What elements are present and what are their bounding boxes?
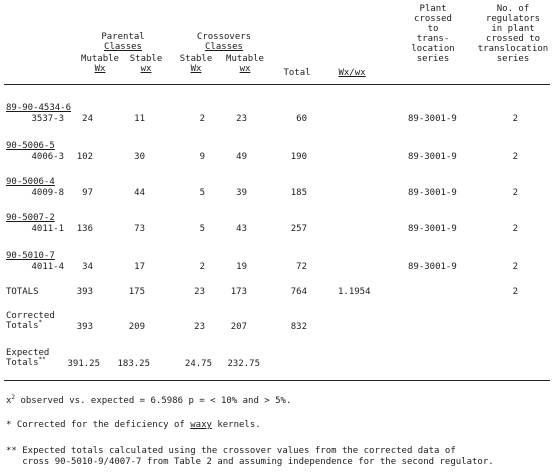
expected-label: Expected <box>6 348 50 358</box>
parental-mutable-value: 393 <box>76 322 93 332</box>
crossover-stable-value: 5 <box>199 224 205 234</box>
stable-label: Stable <box>129 54 163 64</box>
chi-symbol: x <box>6 396 12 406</box>
double-asterisk-footnote-line1: ** Expected totals calculated using the crossover values from the corrected data of <box>6 446 456 456</box>
plant-crossed-value: 89-3001-9 <box>408 224 457 234</box>
plant-crossed-line: to <box>427 24 439 34</box>
regulators-value: 2 <box>512 262 518 272</box>
plant-crossed-line: location <box>411 44 455 54</box>
expected-label-totals <box>6 358 46 368</box>
plant-crossed-value: 89-3001-9 <box>408 188 457 198</box>
chi-exponent: 2 <box>11 394 16 401</box>
crossover-mutable-value: 43 <box>236 224 247 234</box>
regulators-value: 2 <box>512 224 518 234</box>
corrected-label: Corrected <box>6 311 55 321</box>
crossover-stable-value: 24.75 <box>184 359 212 369</box>
regulators-value: 2 <box>512 287 518 297</box>
mutable-label: Mutable <box>226 54 264 64</box>
wx-label: Wx <box>190 64 202 74</box>
plant-crossed-line: Plant <box>419 4 447 14</box>
parental-mutable-value: 34 <box>82 262 93 272</box>
plant-crossed-value: 89-3001-9 <box>408 152 457 162</box>
total-value: 185 <box>290 188 307 198</box>
parental-mutable-value: 24 <box>82 114 93 124</box>
crossover-group-header: Crossovers <box>196 32 252 42</box>
crossover-classes-header: Classes <box>205 42 243 52</box>
regulators-header <box>474 4 552 64</box>
regulators-value: 2 <box>512 188 518 198</box>
plant-id: 3537-3 <box>31 114 64 124</box>
footnote-text: * Corrected for the deficiency of <box>6 420 191 430</box>
cross-id: 89-90-4534-6 <box>6 103 72 113</box>
cross-id: 90-5006-4 <box>6 177 55 187</box>
double-asterisk-footnote-line2: cross 90-5010-9/4007-7 from Table 2 and assuming independence for the second regulator. <box>6 457 494 467</box>
plant-crossed-line: trans- <box>416 34 450 44</box>
total-value: 60 <box>296 114 307 124</box>
total-value: 832 <box>290 322 307 332</box>
crossover-mutable-value: 23 <box>236 114 247 124</box>
regulators-line: translocation <box>477 44 549 54</box>
parental-stable-value: 30 <box>134 152 145 162</box>
crossover-stable-value: 23 <box>194 287 205 297</box>
regulators-line: regulators <box>485 14 541 24</box>
parental-mutable-value: 97 <box>82 188 93 198</box>
chi-text: observed vs. expected = 6.5986 p = < 10% and > 5%. <box>15 396 292 406</box>
plant-crossed-line: crossed <box>414 14 452 24</box>
parental-stable-value: 209 <box>128 322 145 332</box>
totals-word: Totals <box>6 358 39 368</box>
total-value: 257 <box>290 224 307 234</box>
crossover-mutable-value: 173 <box>230 287 247 297</box>
mutable-wx-header <box>78 54 122 74</box>
parental-stable-value: 175 <box>128 287 145 297</box>
regulators-line: in plant <box>491 24 535 34</box>
mutable-label: Mutable <box>81 54 119 64</box>
parental-group-header: Parental <box>101 32 145 42</box>
total-value: 764 <box>290 287 307 297</box>
parental-mutable-value: 391.25 <box>67 359 100 369</box>
parental-mutable-value: 393 <box>76 287 93 297</box>
asterisk-mark: * <box>38 319 43 326</box>
crossover-mutable-value: 207 <box>230 322 247 332</box>
parental-stable-value: 44 <box>134 188 145 198</box>
double-asterisk-mark: ** <box>38 356 46 363</box>
cross-id: 90-5006-5 <box>6 141 55 151</box>
plant-crossed-value: 89-3001-9 <box>408 262 457 272</box>
crossover-stable-value: 23 <box>194 322 205 332</box>
stable-crossover-header <box>174 54 218 74</box>
cross-id: 90-5007-2 <box>6 213 55 223</box>
crossover-mutable-value: 49 <box>236 152 247 162</box>
asterisk-footnote <box>6 420 261 430</box>
parental-stable-value: 73 <box>134 224 145 234</box>
regulators-line: crossed to <box>485 34 541 44</box>
crossover-stable-value: 9 <box>199 152 205 162</box>
waxy-word: waxy <box>190 420 212 430</box>
chi-square-footnote <box>6 396 291 406</box>
regulators-value: 2 <box>512 114 518 124</box>
total-value: 72 <box>296 262 307 272</box>
mutable-crossover-header <box>220 54 270 74</box>
plant-crossed-header <box>398 4 468 64</box>
stable-wx-header <box>124 54 168 74</box>
crossover-stable-value: 5 <box>199 188 205 198</box>
plant-id: 4009-8 <box>31 188 64 198</box>
crossover-mutable-value: 19 <box>236 262 247 272</box>
total-header: Total <box>283 68 311 78</box>
wx-label: wx <box>239 64 251 74</box>
wx-label: Wx <box>94 64 106 74</box>
totals-label: TOTALS <box>6 287 39 297</box>
cross-id: 90-5010-7 <box>6 251 55 261</box>
table-bottom-rule <box>4 380 550 381</box>
crossover-stable-value: 2 <box>199 262 205 272</box>
stable-label: Stable <box>179 54 213 64</box>
plant-id: 4011-4 <box>31 262 64 272</box>
parental-mutable-value: 136 <box>76 224 93 234</box>
wx-label: wx <box>140 64 152 74</box>
crossover-mutable-value: 232.75 <box>227 359 260 369</box>
regulators-line: No. of <box>496 4 530 14</box>
parental-mutable-value: 102 <box>76 152 93 162</box>
total-value: 190 <box>290 152 307 162</box>
ratio-value: 1.1954 <box>338 287 371 297</box>
regulators-line: series <box>496 54 530 64</box>
plant-id: 4006-3 <box>31 152 64 162</box>
regulators-value: 2 <box>512 152 518 162</box>
plant-crossed-value: 89-3001-9 <box>408 114 457 124</box>
plant-crossed-line: series <box>416 54 450 64</box>
ratio-header: Wx/wx <box>338 68 366 78</box>
parental-stable-value: 183.25 <box>117 359 150 369</box>
parental-classes-header: Classes <box>104 42 142 52</box>
parental-stable-value: 17 <box>134 262 145 272</box>
header-divider <box>4 84 550 85</box>
crossover-stable-value: 2 <box>199 114 205 124</box>
footnote-text: kernels. <box>211 420 261 430</box>
corrected-label-totals <box>6 321 42 331</box>
crossover-mutable-value: 39 <box>236 188 247 198</box>
totals-word: Totals <box>6 321 39 331</box>
parental-stable-value: 11 <box>134 114 145 124</box>
plant-id: 4011-1 <box>31 224 64 234</box>
